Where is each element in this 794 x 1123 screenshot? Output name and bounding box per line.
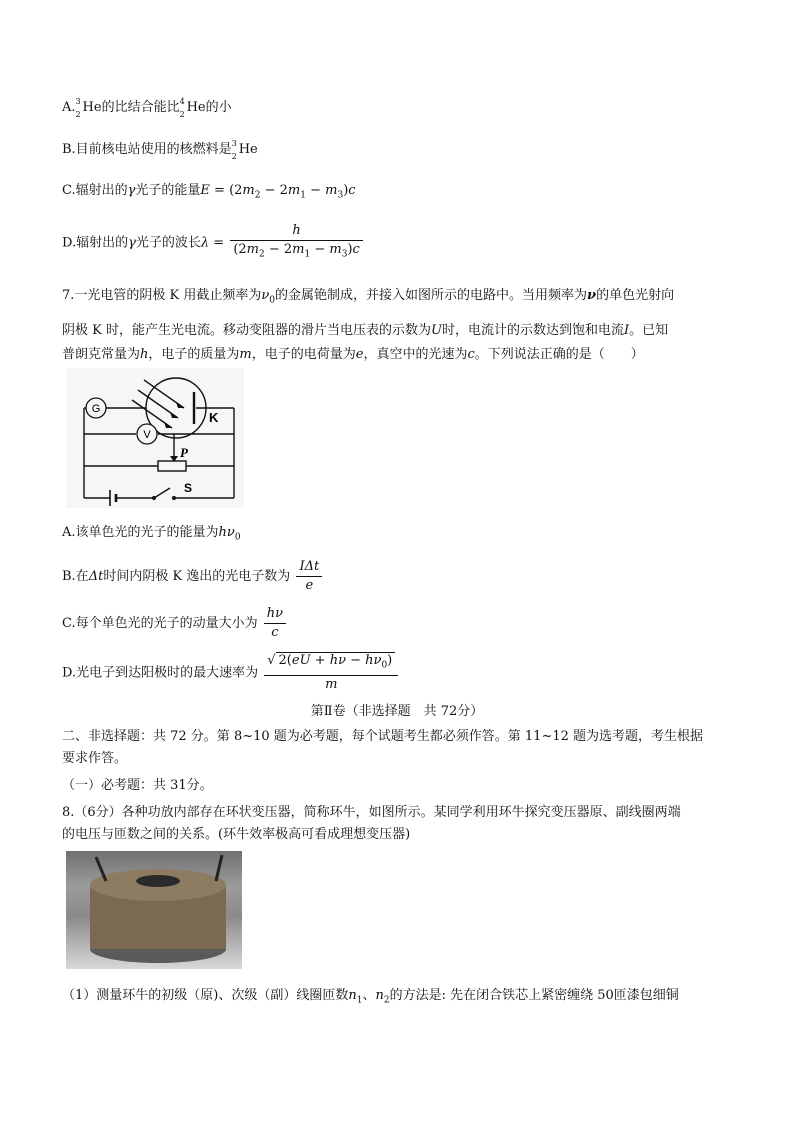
option-text: 光子的能量 <box>135 183 201 198</box>
toroidal-transformer-photo <box>66 851 242 969</box>
option-text: 的比结合能比 <box>101 100 180 115</box>
nuclide-he3: 3 2 He <box>231 139 258 161</box>
q6-option-d[interactable]: D.辐射出的γ光子的波长λ = $\frac{h}{(2m_2 - 2m_1 - m_3)c}$ <box>62 222 365 264</box>
nuclide-he4: 4 2 He <box>179 97 206 119</box>
q7-option-d[interactable] <box>62 652 400 694</box>
gamma-symbol: γ <box>128 235 136 251</box>
option-text: A.该单色光的光子的能量为 <box>62 525 219 540</box>
switch-label: S <box>184 481 193 495</box>
q7-stem: 7.一光电管的阴极 K 用截止频率为$\nu_0$的金属铯制成，并接入如图所示的电路中。当用频率为ν的单色光射向 阴极 K 时，能产生光电流。移动变阻器的滑片当电压表的示数为U时，电流计的示数达到饱和电流I。已知 普朗克常量为h，电子的质量为m，电子的电荷量为e，真空中的光速为c。下列说法正确的是（ ） <box>62 288 675 362</box>
formula-momentum: $\frac{h\nu}{c}$ <box>264 605 286 642</box>
q7-option-a[interactable]: A.该单色光的光子的能量为$h\nu_0$ <box>62 525 241 543</box>
gamma-symbol: γ <box>127 183 136 198</box>
voltmeter-label: V <box>143 429 151 441</box>
q7-option-b[interactable]: B.在Δt时间内阴极 K 逸出的光电子数为 $\frac{\text{IΔt}}{e}$ <box>62 558 324 595</box>
nuclide-he3: 3 2 He <box>75 97 102 119</box>
q7-option-c[interactable] <box>62 605 288 642</box>
option-label: A. <box>62 100 76 115</box>
formula-energy: E <box>200 183 210 198</box>
option-text: D.辐射出的 <box>62 235 129 251</box>
galvanometer-label: G <box>91 403 101 415</box>
cathode-label: K <box>209 410 219 425</box>
transformer-illustration <box>66 851 242 969</box>
option-text: C.辐射出的 <box>62 183 128 198</box>
formula-electron-count: $\frac{\text{IΔt}}{e}$ <box>296 558 322 595</box>
circuit-diagram <box>66 368 244 508</box>
q8-subquestion-1: （1）测量环牛的初级（原)、次级（副）线圈匝数$n_1$、$n_2$的方法是: 先在闭合铁芯上紧密缠绕 50匝漆包细铜 <box>62 988 679 1006</box>
option-text: B.在 <box>62 569 89 584</box>
q6-option-b[interactable] <box>62 140 258 160</box>
option-text: D.光电子到达阳极时的最大速率为 <box>62 665 259 681</box>
q8-stem: 8.（6分）各种功放内部存在环状变压器，简称环牛，如图所示。某同学利用环牛探究变压器原、副线圈两端 的电压与匝数之间的关系。(环牛效率极高可看成理想变压器) <box>62 805 681 842</box>
slider-label: P <box>180 445 188 460</box>
q6-option-c[interactable]: C.辐射出的γ光子的能量$E = (2m_2 - 2m_1 - m_3)c$ <box>62 183 356 201</box>
q6-option-a[interactable] <box>62 98 232 118</box>
option-text: 的小 <box>205 100 232 115</box>
formula-wavelength: $\frac{h}{(2m_2 - 2m_1 - m_3)c}$ <box>230 222 363 264</box>
part-one-heading: （一）必考题：共 31分。 <box>62 778 213 793</box>
option-text: B.目前核电站使用的核燃料是 <box>62 142 232 157</box>
option-text: 时间内阴极 K 逸出的光电子数为 <box>103 569 291 584</box>
option-text: 光子的波长 <box>135 235 201 251</box>
formula-max-speed: $\frac{√ 2(eU + h\nu - h\nu_0)}{m}$ <box>264 652 398 694</box>
option-text: C.每个单色光的光子的动量大小为 <box>62 616 258 631</box>
section-title: 第Ⅱ卷（非选择题 共 72分） <box>310 704 484 719</box>
section-intro: 二、非选择题：共 72 分。第 8~10 题为必考题，每个试题考生都必须作答。第 11~12 题为选考题，考生根据 要求作答。 <box>62 729 704 766</box>
